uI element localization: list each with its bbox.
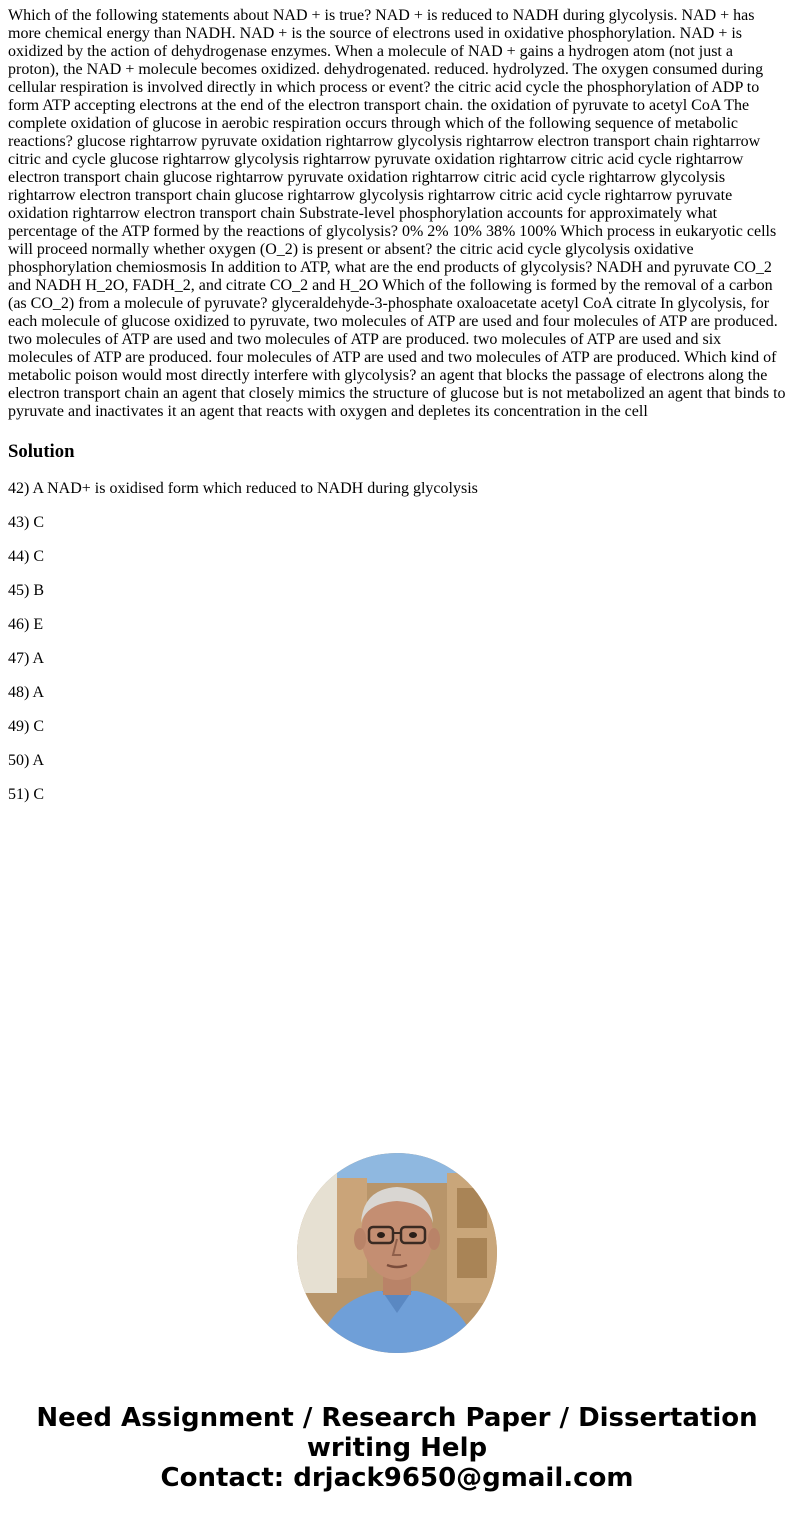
solution-heading: Solution	[8, 441, 75, 462]
promo-line: writing Help	[306, 1433, 488, 1463]
promo-banner	[0, 1403, 794, 1493]
answer-item: 48) A	[8, 684, 44, 701]
answer-item: 42) A NAD+ is oxidised form which reduced to NADH during glycolysis	[8, 480, 478, 497]
answer-item: 44) C	[8, 548, 44, 565]
answer-item: 50) A	[8, 752, 44, 769]
answer-list	[8, 480, 478, 820]
promo-line: Need Assignment / Research Paper / Dissertation	[36, 1403, 758, 1433]
tutor-avatar	[297, 1153, 497, 1353]
promo-contact: Contact: drjack9650@gmail.com	[160, 1463, 634, 1493]
answer-item: 45) B	[8, 582, 44, 599]
tutor-portrait-image	[297, 1153, 497, 1353]
answer-item: 49) C	[8, 718, 44, 735]
answer-item: 46) E	[8, 616, 44, 633]
answer-item: 47) A	[8, 650, 44, 667]
answer-item: 51) C	[8, 786, 44, 803]
question-text: Which of the following statements about NAD + is true? NAD + is reduced to NADH during glycolysis. NAD + has more chemical energy than NADH. NAD + is the source of electrons used in oxidative phosphorylation. NAD + is oxidized by the action of dehydrogenase enzymes. When a molecule of NAD + gains a hydrogen atom (not just a proton), the NAD + molecule becomes oxidized. dehydrogenated. reduced. hydrolyzed. The oxygen consumed during cellular respiration is involved directly in which process or event? the citric acid cycle the phosphorylation of ADP to form ATP accepting electrons at the end of the electron transport chain. the oxidation of pyruvate to acetyl CoA The complete oxidation of glucose in aerobic respiration occurs through which of the following sequence of metabolic reactions? glucose rightarrow pyruvate oxidation rightarrow glycolysis rightarrow electron transport chain rightarrow citric and cycle glucose rightarrow glycolysis rightarrow pyruvate oxidation rightarrow citric acid cycle rightarrow electron transport chain glucose rightarrow pyruvate oxidation rightarrow citric acid cycle rightarrow glycolysis rightarrow electron transport chain glucose rightarrow glycolysis rightarrow citric acid cycle rightarrow pyruvate oxidation rightarrow electron transport chain Substrate-level phosphorylation accounts for approximately what percentage of the ATP formed by the reactions of glycolysis? 0% 2% 10% 38% 100% Which process in eukaryotic cells will proceed normally whether oxygen (O_2) is present or absent? the citric acid cycle glycolysis oxidative phosphorylation chemiosmosis In addition to ATP, what are the end products of glycolysis? NADH and pyruvate CO_2 and NADH H_2O, FADH_2, and citrate CO_2 and H_2O Which of the following is formed by the removal of a carbon (as CO_2) from a molecule of pyruvate? glyceraldehyde-3-phosphate oxaloacetate acetyl CoA citrate In glycolysis, for each molecule of glucose oxidized to pyruvate, two molecules of ATP are used and four molecules of ATP are produced. two molecules of ATP are used and two molecules of ATP are produced. two molecules of ATP are used and six molecules of ATP are produced. four molecules of ATP are used and two molecules of ATP are produced. Which kind of metabolic poison would most directly interfere with glycolysis? an agent that blocks the passage of electrons along the electron transport chain an agent that closely mimics the structure of glucose but is not metabolized an agent that binds to pyruvate and inactivates it an agent that reacts with oxygen and depletes its concentration in the cell	[8, 7, 786, 420]
answer-item: 43) C	[8, 514, 44, 531]
